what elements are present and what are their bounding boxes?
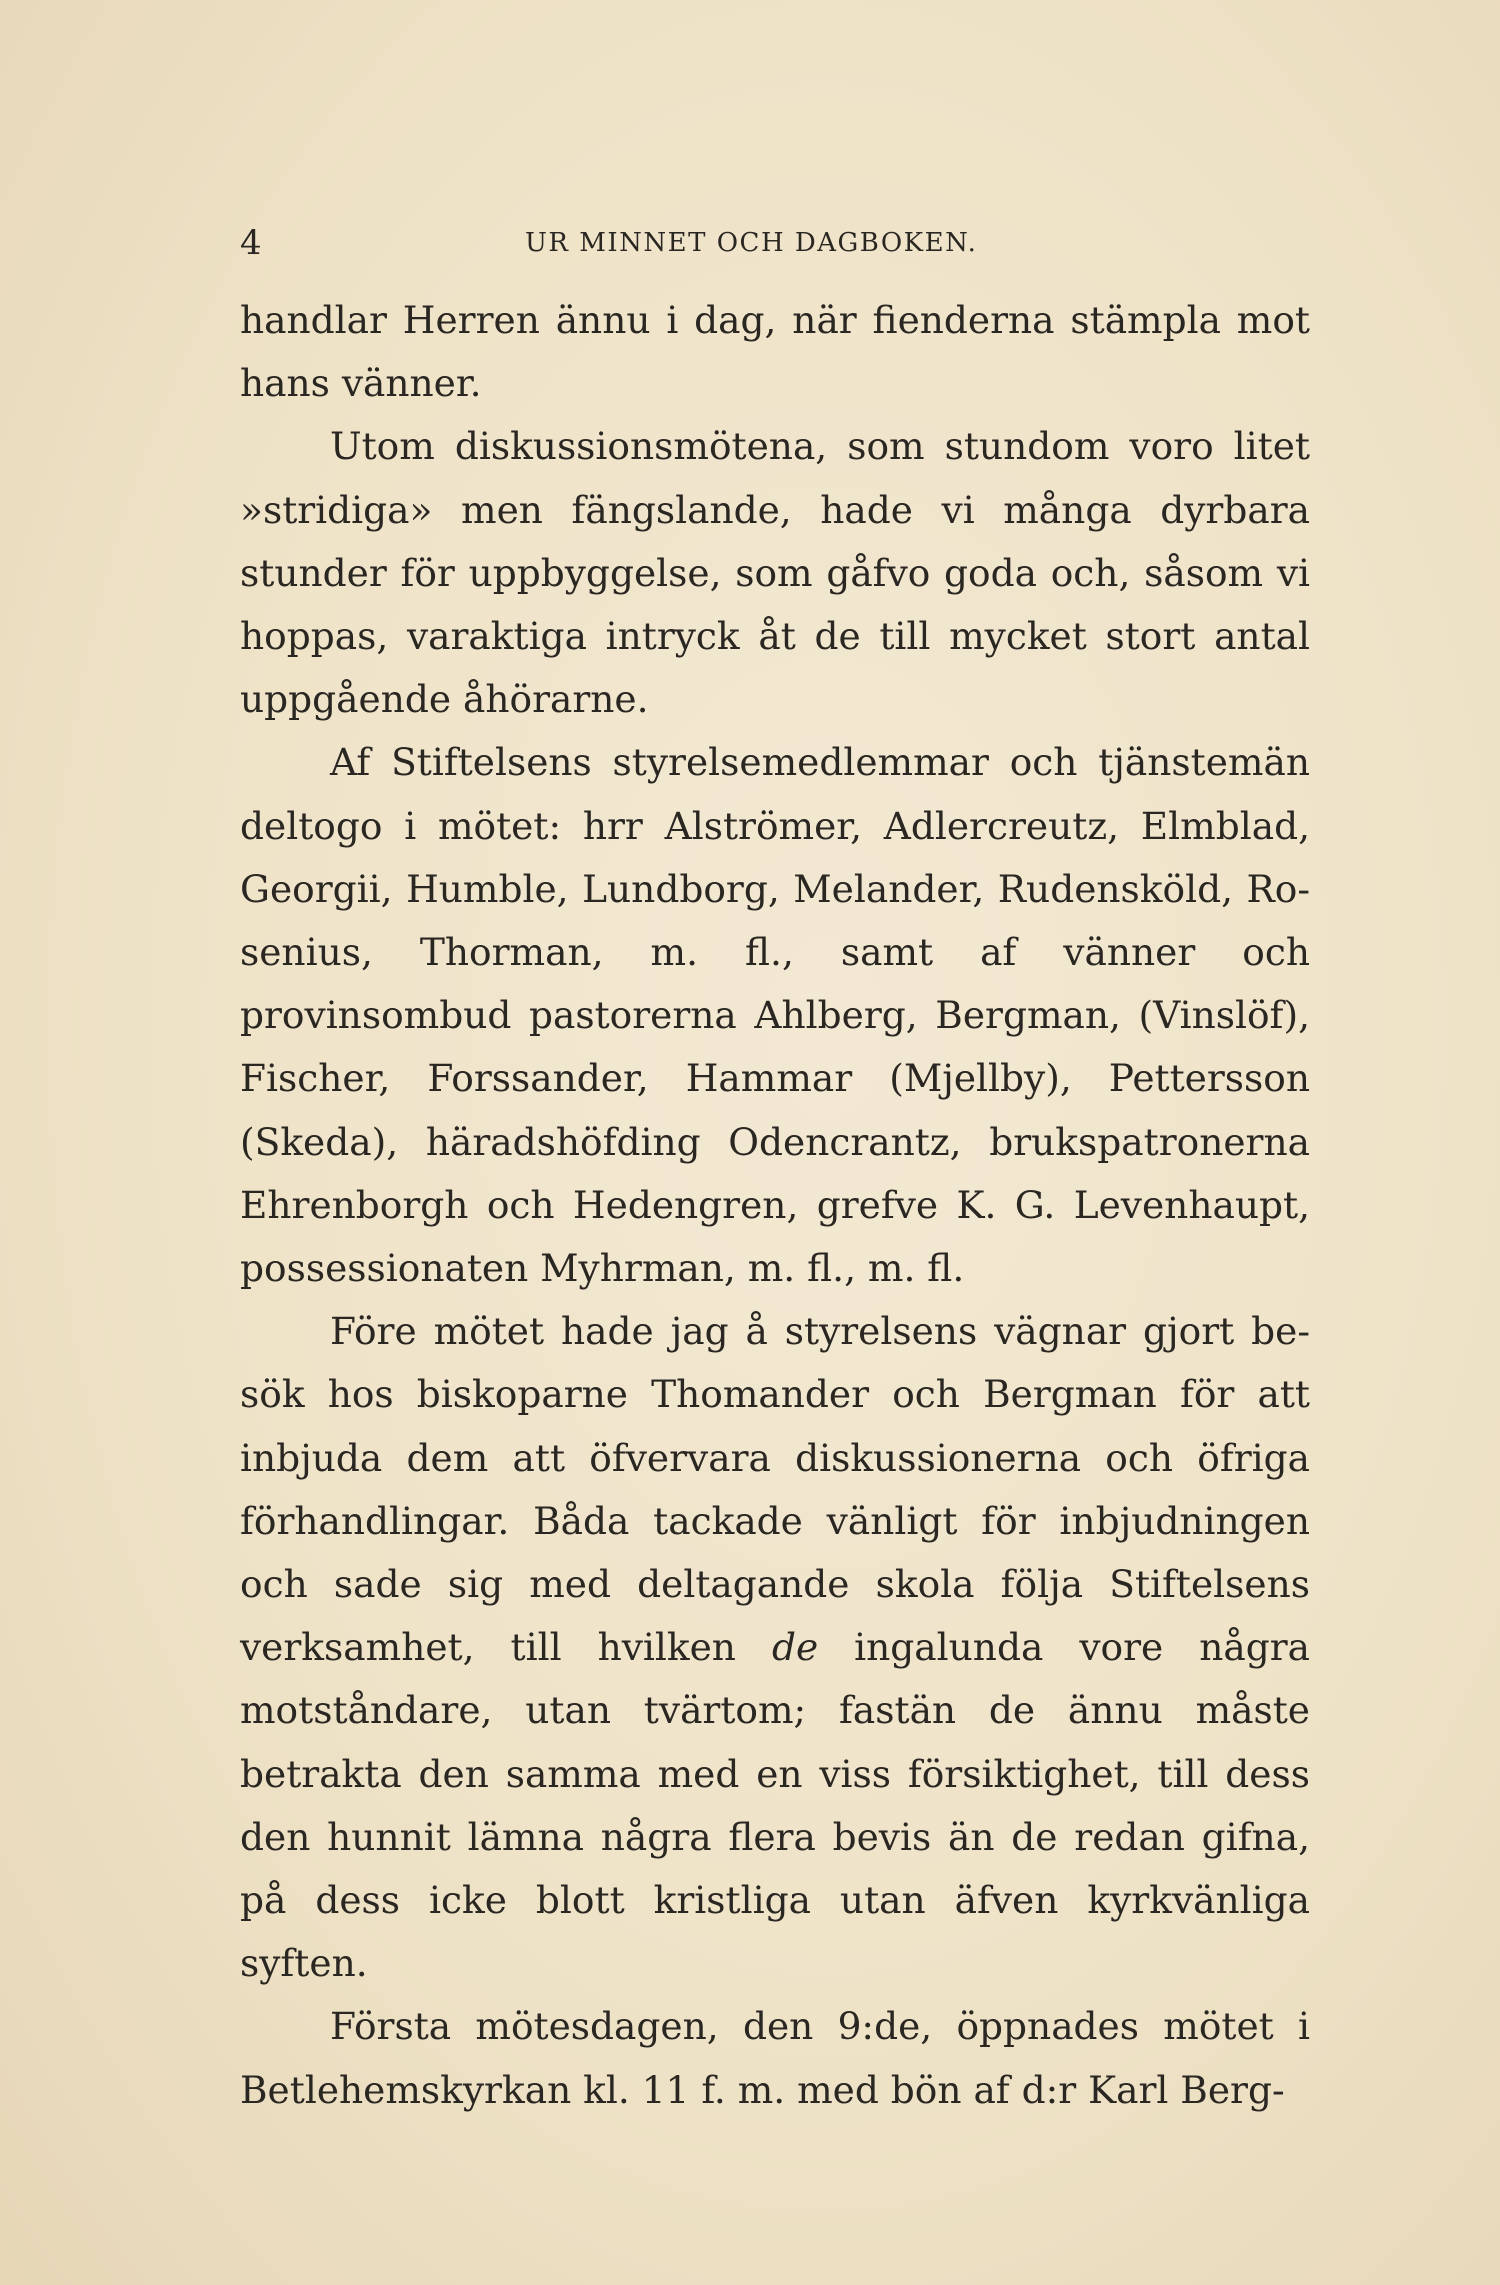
page-header	[240, 218, 1310, 268]
paragraph-5: Första mötesdagen, den 9:de, öppnades mötet i Betlehemskyrkan kl. 11 f. m. med bön af d:r Karl Berg-	[240, 2004, 1310, 2112]
paragraph-4-text-before: Före mötet hade jag å styrelsens vägnar gjort besök hos biskoparne Thomander och Bergman för att inbjuda dem att öfvervara diskussionerna och öfriga förhandlingar. Båda tackade vänligt för inbjudningen och sade sig med deltagande skola följa Stiftelsens verksamhet, till hvilken	[240, 1309, 1310, 1670]
emphasized-word: de	[771, 1625, 819, 1670]
paragraph-4	[240, 1300, 1310, 1995]
page-number: 4	[240, 223, 262, 263]
paragraph-3: Af Stiftelsens styrelsemedlemmar och tjänstemän deltogo i mötet: hrr Alströmer, Adlercreutz, Elmblad, Georgii, Humble, Lundborg, Melander, Rudensköld, Rosenius, Thorman, m. fl., samt af vänner och provinsombud pastorerna Ahlberg, Bergman, (Vinslöf), Fischer, Forssander, Hammar (Mjellby), Pettersson (Skeda), häradshöfding Odencrantz, brukspatronerna Ehrenborgh och Hedengren, grefve K. G. Levenhaupt, possessionaten Myhrman, m. fl., m. fl.	[240, 740, 1310, 1291]
body-text	[240, 289, 1310, 2122]
paragraph-2: Utom diskussionsmötena, som stundom voro litet »stridiga» men fängslande, hade vi många dyrbara stunder för uppbyggelse, som gåfvo goda och, såsom vi hoppas, varaktiga intryck åt de till mycket stort antal uppgående åhörarne.	[240, 424, 1310, 722]
paragraph-4-text-after: ingalunda vore några motståndare, utan tvärtom; fastän de ännu måste betrakta den samma med en viss försiktighet, till dess den hunnit lämna några flera bevis än de redan gifna, på dess icke blott kristliga utan äfven kyrkvänliga syften.	[240, 1625, 1310, 1986]
paragraph-1: handlar Herren ännu i dag, när fienderna stämpla mot hans vänner.	[240, 298, 1310, 406]
running-title: UR MINNET OCH DAGBOKEN.	[525, 228, 978, 258]
